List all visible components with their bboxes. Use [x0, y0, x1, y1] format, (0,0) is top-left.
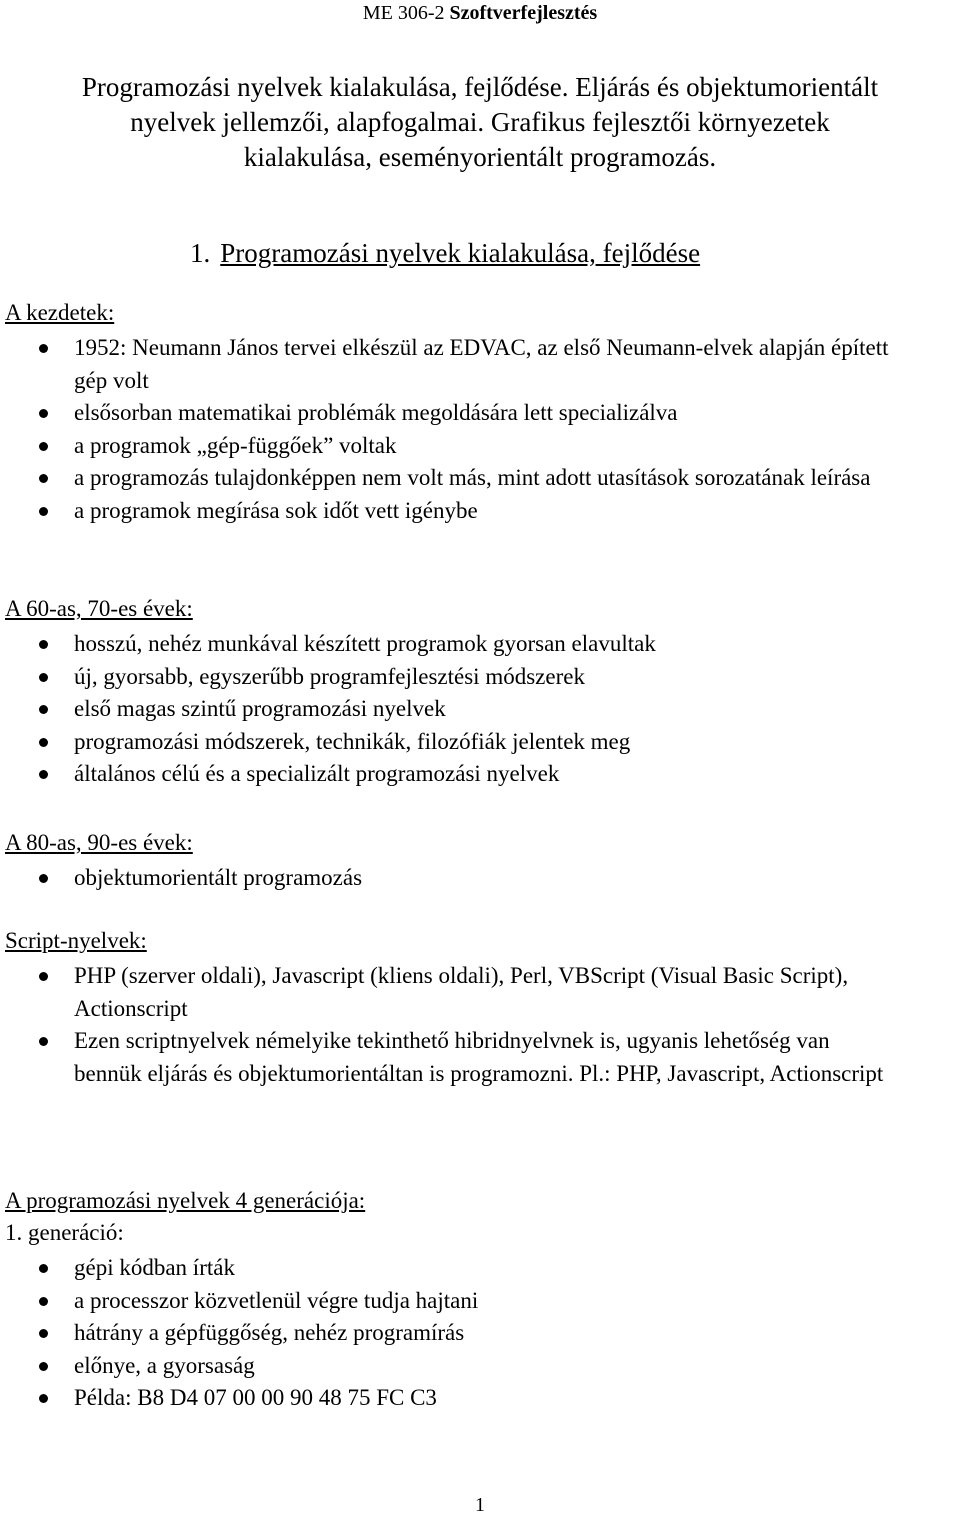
title-line-2: nyelvek jellemzői, alapfogalmai. Grafikus fejlesztői környezetek	[130, 107, 830, 137]
list-item: hosszú, nehéz munkával készített programok gyorsan elavultak	[0, 628, 900, 661]
list-generation-1	[0, 1252, 900, 1415]
bullet-icon	[39, 474, 48, 483]
bullet-icon	[39, 1297, 48, 1306]
course-name: Szoftverfejlesztés	[449, 2, 598, 24]
list-item: hátrány a gépfüggőség, nehéz programírás	[0, 1317, 900, 1350]
bullet-icon	[39, 972, 48, 981]
list-item: objektumorientált programozás	[0, 862, 900, 895]
bullet-icon	[39, 409, 48, 418]
list-item: 1952: Neumann János tervei elkészül az EDVAC, az első Neumann-elvek alapján épített gép volt	[0, 332, 900, 397]
list-item: első magas szintű programozási nyelvek	[0, 693, 900, 726]
section-label-80s-90s: A 80-as, 90-es évek:	[5, 830, 193, 855]
list-item: gépi kódban írták	[0, 1252, 900, 1285]
bullet-icon	[39, 344, 48, 353]
bullet-icon	[39, 770, 48, 779]
list-item: Példa: B8 D4 07 00 00 90 48 75 FC C3	[0, 1382, 900, 1415]
list-item: új, gyorsabb, egyszerűbb programfejlesztési módszerek	[0, 661, 900, 694]
chapter-number: 1.	[190, 238, 211, 268]
list-kezdetek	[0, 332, 900, 527]
bullet-icon	[39, 1362, 48, 1371]
list-item: PHP (szerver oldali), Javascript (kliens oldali), Perl, VBScript (Visual Basic Script), Actionscript	[0, 960, 900, 1025]
bullet-icon	[39, 673, 48, 682]
bullet-icon	[39, 442, 48, 451]
bullet-icon	[39, 507, 48, 516]
document-title	[0, 70, 960, 175]
bullet-icon	[39, 705, 48, 714]
list-item: a processzor közvetlenül végre tudja hajtani	[0, 1285, 900, 1318]
list-80s-90s	[0, 862, 900, 895]
list-item: előnye, a gyorsaság	[0, 1350, 900, 1383]
title-line-3: kialakulása, eseményorientált programozás.	[243, 142, 717, 172]
bullet-icon	[39, 1264, 48, 1273]
bullet-icon	[39, 1329, 48, 1338]
generation-1-label: 1. generáció:	[5, 1220, 124, 1245]
bullet-icon	[39, 738, 48, 747]
bullet-icon	[39, 874, 48, 883]
section-label-kezdetek: A kezdetek:	[5, 300, 115, 325]
list-item: a programozás tulajdonképpen nem volt más, mint adott utasítások sorozatának leírása	[0, 462, 900, 495]
list-item: elsősorban matematikai problémák megoldására lett specializálva	[0, 397, 900, 430]
page-header	[0, 0, 960, 26]
list-item: Ezen scriptnyelvek némelyike tekinthető hibridnyelvnek is, ugyanis lehetőség van bennük eljárás és objektumorientáltan is programozni. Pl.: PHP, Javascript, Actionscript	[0, 1025, 900, 1090]
title-line-1: Programozási nyelvek kialakulása, fejlődése. Eljárás és objektumorientált	[81, 72, 879, 102]
section-label-script: Script-nyelvek:	[5, 928, 147, 953]
list-item: programozási módszerek, technikák, filozófiák jelentek meg	[0, 726, 900, 759]
section-label-generations: A programozási nyelvek 4 generációja:	[5, 1188, 366, 1213]
list-60s-70s	[0, 628, 900, 791]
chapter-heading	[190, 236, 700, 271]
list-script	[0, 960, 900, 1090]
course-code: ME 306-2	[362, 2, 445, 24]
bullet-icon	[39, 1394, 48, 1403]
bullet-icon	[39, 1037, 48, 1046]
chapter-title: Programozási nyelvek kialakulása, fejlődése	[220, 238, 701, 268]
page-number: 1	[475, 1494, 485, 1516]
list-item: a programok megírása sok időt vett igénybe	[0, 495, 900, 528]
list-item: a programok „gép-függőek” voltak	[0, 430, 900, 463]
bullet-icon	[39, 640, 48, 649]
list-item: általános célú és a specializált programozási nyelvek	[0, 758, 900, 791]
section-label-60s-70s: A 60-as, 70-es évek:	[5, 596, 193, 621]
